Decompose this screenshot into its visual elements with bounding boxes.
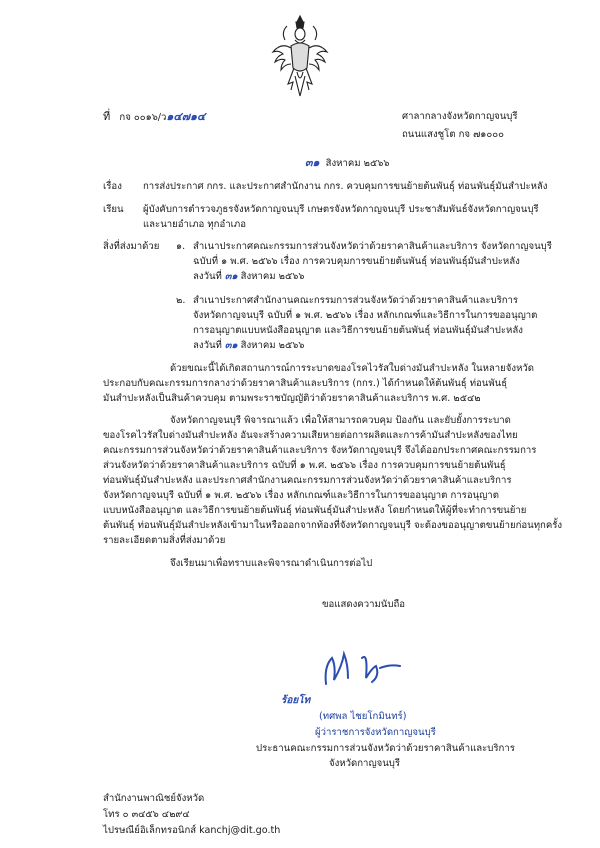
- paragraph-2-line-7: แบบหนังสืออนุญาต และวิธีการขนย้ายต้นพันธุ์ ท่อนพันธุ์มันสำปะหลัง โดยกำหนดให้ผู้ที่จะทำการขนย้าย: [103, 505, 527, 516]
- reference-handwritten-number: ๑๔๗๑๔: [166, 110, 206, 123]
- enclosure-2-line-1: สำเนาประกาศสำนักงานคณะกรรมการส่วนจังหวัดว่าด้วยราคาสินค้าและบริการ: [193, 295, 519, 306]
- enclosure-1-date: [193, 270, 304, 283]
- enclosures-label: สิ่งที่ส่งมาด้วย: [103, 241, 160, 252]
- signer-role-line-2: จังหวัดกาญจนบุรี: [329, 758, 401, 769]
- enclosure-2-date: [193, 339, 304, 352]
- footer-email: ไปรษณีย์อิเล็กทรอนิกส์ kanchj@dit.go.th: [103, 825, 281, 836]
- recipients-line-1: ผู้บังคับการตำรวจภูธรจังหวัดกาญจนบุรี เกษตรจังหวัดกาญจนบุรี ประชาสัมพันธ์จังหวัดกาญจนบุรี: [143, 204, 539, 215]
- reference-number: [103, 110, 205, 124]
- paragraph-1-line-3: มันสำปะหลังเป็นสินค้าควบคุม ตามพระราชบัญญัติว่าด้วยราคาสินค้าและบริการ พ.ศ. ๒๕๔๒: [103, 393, 481, 404]
- garuda-emblem-icon: [267, 10, 333, 102]
- enclosure-2-number: ๒.: [176, 295, 186, 306]
- enclosure-1-line-1: สำเนาประกาศคณะกรรมการส่วนจังหวัดว่าด้วยราคาสินค้าและบริการ จังหวัดกาญจนบุรี: [193, 241, 552, 252]
- paragraph-2-line-4: ส่วนจังหวัดว่าด้วยราคาสินค้าและบริการ ฉบับที่ ๑ พ.ศ. ๒๕๖๖ เรื่อง การควบคุมการขนย้ายต้นพันธุ์: [103, 460, 506, 471]
- enclosure-2-date-day: ๓๑: [224, 340, 238, 351]
- paragraph-2-line-9: รายละเอียดตามสิ่งที่ส่งมาด้วย: [103, 535, 226, 546]
- enclosure-1-date-day: ๓๑: [224, 271, 238, 282]
- signer-name: (ทศพล ไชยโกมินทร์): [319, 711, 407, 722]
- enclosure-1-number: ๑.: [176, 241, 186, 252]
- paragraph-2-line-6: จังหวัดกาญจนบุรี ฉบับที่ ๑ พ.ศ. ๒๕๖๖ เรื่อง หลักเกณฑ์และวิธีการในการขออนุญาต การอนุญาต: [103, 490, 499, 501]
- enclosure-2-date-prefix: ลงวันที่: [193, 340, 222, 351]
- signer-title: ผู้ว่าราชการจังหวัดกาญจนบุรี: [315, 727, 436, 738]
- enclosure-1-date-rest: สิงหาคม ๒๕๖๖: [240, 271, 305, 282]
- subject-text: การส่งประกาศ กกร. และประกาศสำนักงาน กกร. ควบคุมการขนย้ายต้นพันธุ์ ท่อนพันธุ์มันสำปะหลัง: [143, 181, 548, 192]
- paragraph-2-line-2: ของโรคไวรัสใบด่างมันสำปะหลัง อันจะสร้างความเสียหายต่อการผลิตและการค้ามันสำปะหลังของไทย: [103, 430, 518, 441]
- paragraph-1-line-2: ประกอบกับคณะกรรมการกลางว่าด้วยราคาสินค้าและบริการ (กกร.) ได้กำหนดให้ต้นพันธุ์ ท่อนพันธุ์: [103, 378, 508, 389]
- date-month-year: สิงหาคม ๒๕๖๖: [325, 158, 390, 169]
- enclosure-2-line-3: การอนุญาตแบบหนังสืออนุญาต และวิธีการขนย้ายต้นพันธุ์ ท่อนพันธุ์มันสำปะหลัง: [193, 325, 523, 336]
- salutation-label: เรียน: [103, 204, 124, 215]
- enclosure-2-line-2: จังหวัดกาญจนบุรี ฉบับที่ ๑ พ.ศ. ๒๕๖๖ เรื่อง หลักเกณฑ์และวิธีการในการขออนุญาต: [193, 310, 538, 321]
- recipients-line-2: และนายอำเภอ ทุกอำเภอ: [143, 219, 246, 230]
- date-day-handwritten: ๓๑: [305, 156, 320, 169]
- paragraph-2-line-1: จังหวัดกาญจนบุรี พิจารณาแล้ว เพื่อให้สามารถควบคุม ป้องกัน และยับยั้งการระบาด: [170, 415, 511, 426]
- enclosure-1-line-2: ฉบับที่ ๑ พ.ศ. ๒๕๖๖ เรื่อง การควบคุมการขนย้ายต้นพันธุ์ ท่อนพันธุ์มันสำปะหลัง: [193, 256, 520, 267]
- office-address: ถนนแสงชูโต กจ ๗๑๐๐๐: [402, 129, 504, 140]
- footer-phone: โทร ๐ ๓๔๕๖ ๔๒๙๔: [103, 809, 190, 820]
- signer-role-line-1: ประธานคณะกรรมการส่วนจังหวัดว่าด้วยราคาสินค้าและบริการ: [256, 743, 515, 754]
- reference-prefix: ที่: [103, 110, 111, 123]
- enclosure-1-date-prefix: ลงวันที่: [193, 271, 222, 282]
- paragraph-1-line-1: ด้วยขณะนี้ได้เกิดสถานการณ์การระบาดของโรคไวรัสใบด่างมันสำปะหลัง ในหลายจังหวัด: [170, 363, 535, 374]
- enclosure-2-date-rest: สิงหาคม ๒๕๖๖: [240, 340, 305, 351]
- paragraph-2-line-8: ต้นพันธุ์ ท่อนพันธุ์มันสำปะหลังเข้ามาในหรือออกจากท้องที่จังหวัดกาญจนบุรี จะต้องขออนุญาตขนย้ายก่อนทุกครั้ง: [103, 520, 563, 531]
- reference-code: กจ ๐๐๑๖/ว: [119, 112, 167, 123]
- signature-scribble-icon: [318, 644, 408, 686]
- paragraph-3-line-1: จึงเรียนมาเพื่อทราบและพิจารณาดำเนินการต่อไป: [170, 558, 373, 569]
- document-date: [305, 156, 389, 170]
- paragraph-2-line-5: ท่อนพันธุ์มันสำปะหลัง และประกาศสำนักงานคณะกรรมการส่วนจังหวัดว่าด้วยราคาสินค้าและบริการ: [103, 475, 512, 486]
- signature-rank: ร้อยโท: [281, 695, 311, 706]
- closing-phrase: ขอแสดงความนับถือ: [322, 599, 406, 610]
- paragraph-2-line-3: คณะกรรมการส่วนจังหวัดว่าด้วยราคาสินค้าและบริการ จังหวัดกาญจนบุรี จึงได้ออกประกาศคณะกรรมการ: [103, 445, 537, 456]
- subject-label: เรื่อง: [103, 181, 122, 192]
- office-name: ศาลากลางจังหวัดกาญจนบุรี: [402, 111, 518, 122]
- footer-office: สำนักงานพาณิชย์จังหวัด: [103, 793, 205, 804]
